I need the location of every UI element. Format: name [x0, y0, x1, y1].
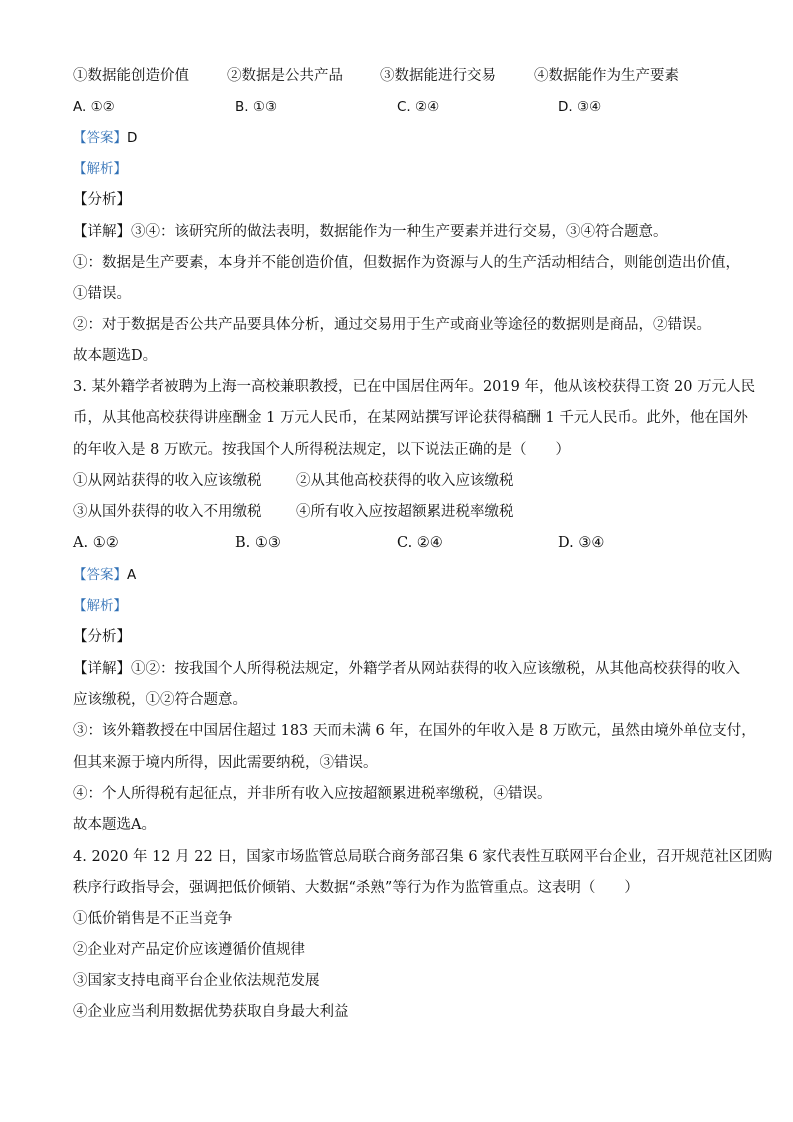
q4-stem-line-2: 秩序行政指导会，强调把低价倾销、大数据“杀熟”等行为作为监管重点。这表明（ ）	[73, 880, 639, 896]
q2-answer	[73, 128, 137, 148]
q3-statement-3: ③从国外获得的收入不用缴税	[73, 504, 262, 520]
q4-statement-4: ④企业应当利用数据优势获取自身最大利益	[73, 1004, 349, 1020]
q3-stem-line-1: 3. 某外籍学者被聘为上海一高校兼职教授，已在中国居住两年。2019 年，他从该校获得工资 20 万元人民	[73, 379, 756, 395]
q2-conclusion: 故本题选D。	[73, 348, 158, 364]
q3-detail-line-4: 但其来源于境内所得，因此需要纳税，③错误。	[73, 755, 378, 771]
q3-stem-line-3: 的年收入是 8 万欧元。按我国个人所得税法规定，以下说法正确的是（ ）	[73, 442, 570, 458]
q3-conclusion: 故本题选A。	[73, 817, 156, 833]
q3-option-d: D. ③④	[558, 535, 605, 551]
answer-label: 【答案】	[73, 567, 127, 583]
q2-option-b: B. ①③	[235, 99, 278, 115]
q2-option-d: D. ③④	[558, 99, 602, 115]
q3-detail-line-2: 应该缴税，①②符合题意。	[73, 692, 247, 708]
q2-statement-3: ③数据能进行交易	[380, 68, 496, 84]
q2-option-c: C. ②④	[397, 99, 440, 115]
q3-statement-1: ①从网站获得的收入应该缴税	[73, 473, 262, 489]
q2-analysis-label: 【解析】	[73, 161, 127, 177]
q3-stem-line-2: 币，从其他高校获得讲座酬金 1 万元人民币，在某网站撰写评论获得稿酬 1 千元人民币。此外，他在国外	[73, 410, 748, 426]
q3-detail-line-5: ④：个人所得税有起征点，并非所有收入应按超额累进税率缴税，④错误。	[73, 786, 552, 802]
q2-detail-line-3: ①错误。	[73, 286, 131, 302]
q2-fenxi-label: 【分析】	[73, 192, 131, 208]
q3-option-a: A. ①②	[73, 535, 119, 551]
q2-statement-1: ①数据能创造价值	[73, 68, 189, 84]
answer-label: 【答案】	[73, 130, 127, 146]
q2-detail-line-2: ①：数据是生产要素，本身并不能创造价值，但数据作为资源与人的生产活动相结合，则能创造出价值，	[73, 255, 740, 271]
answer-value: A	[127, 567, 137, 583]
q3-detail-line-1: 【详解】①②：按我国个人所得税法规定，外籍学者从网站获得的收入应该缴税，从其他高校获得的收入	[73, 661, 740, 677]
q2-statement-4: ④数据能作为生产要素	[534, 68, 679, 84]
answer-value: D	[127, 130, 138, 146]
q4-statement-2: ②企业对产品定价应该遵循价值规律	[73, 942, 305, 958]
q2-detail-line-4: ②：对于数据是否公共产品要具体分析，通过交易用于生产或商业等途径的数据则是商品，②错误。	[73, 317, 711, 333]
q3-analysis-label: 【解析】	[73, 598, 127, 614]
q3-detail-line-3: ③：该外籍教授在中国居住超过 183 天而未满 6 年，在国外的年收入是 8 万欧元，虽然由境外单位支付，	[73, 723, 756, 739]
q3-statement-4: ④所有收入应按超额累进税率缴税	[296, 504, 514, 520]
q2-option-a: A. ①②	[73, 99, 115, 115]
q3-statement-2: ②从其他高校获得的收入应该缴税	[296, 473, 514, 489]
q4-statement-1: ①低价销售是不正当竞争	[73, 911, 233, 927]
q4-statement-3: ③国家支持电商平台企业依法规范发展	[73, 973, 320, 989]
q2-detail-line-1: 【详解】③④：该研究所的做法表明，数据能作为一种生产要素并进行交易，③④符合题意。	[73, 224, 668, 240]
q3-fenxi-label: 【分析】	[73, 629, 131, 645]
q3-option-b: B. ①③	[235, 535, 281, 551]
q3-option-c: C. ②④	[397, 535, 443, 551]
q2-statement-2: ②数据是公共产品	[227, 68, 343, 84]
q3-answer	[73, 565, 136, 585]
q4-stem-line-1: 4. 2020 年 12 月 22 日，国家市场监管总局联合商务部召集 6 家代表性互联网平台企业，召开规范社区团购	[73, 849, 773, 865]
